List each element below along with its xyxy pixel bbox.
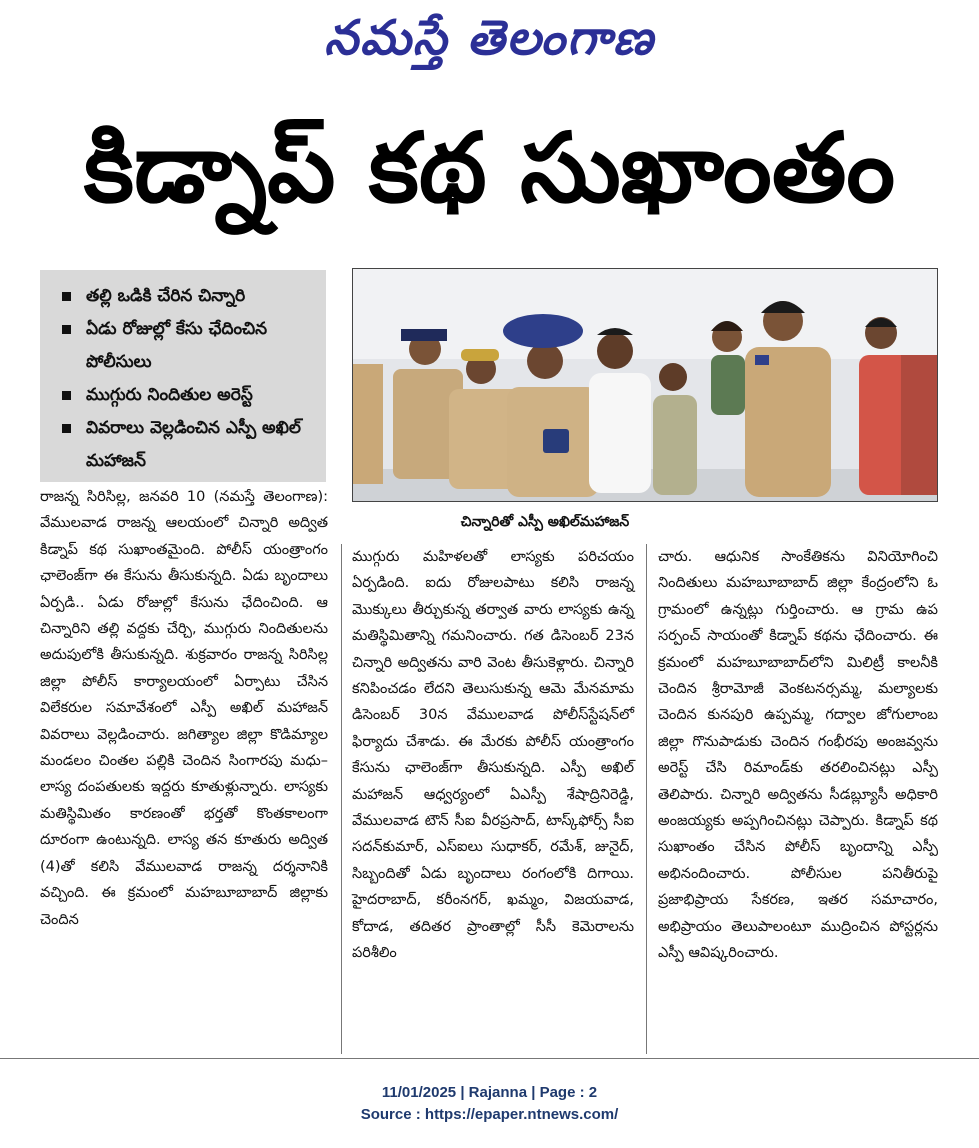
headline: కిడ్నాప్ కథ సుఖాంతం xyxy=(83,112,896,224)
photo-caption: చిన్నారితో ఎస్పీ అఖిల్‌మహాజన్ xyxy=(460,514,630,530)
highlight-item xyxy=(58,412,314,478)
footer xyxy=(0,1082,979,1126)
highlights-box xyxy=(40,270,326,482)
highlight-text: ముగ్గురు నిందితుల అరెస్ట్ xyxy=(86,385,253,405)
masthead-logo: నమస్తే తెలంగాణ xyxy=(324,10,655,66)
highlight-text: వివరాలు వెల్లడించిన ఎస్పీ అఖిల్ మహాజన్ xyxy=(86,418,301,471)
highlight-text: తల్లి ఒడికి చేరిన చిన్నారి xyxy=(86,286,246,306)
news-photo-illustration xyxy=(353,269,937,501)
article-column-3: చారు. ఆధునిక సాంకేతికను వినియోగించి నిందితులు మహబూబాబాద్ జిల్లా కేంద్రంలోని ఓ గ్రామంలో ఉన్నట్లు గుర్తించారు. ఆ గ్రామ ఉప సర్పంచ్ సాయంతో కిడ్నాప్ కథను ఛేదించారు. ఈ క్రమంలో మహబూబాబాద్‌లోని మిలిట్రీ కాలనీకి చెందిన శ్రీరామోజీ వెంకటనర్సమ్మ, మల్యాలకు చెందిన కునపురి ఉప్పమ్మ, గద్వాల జోగులాంబ జిల్లా గొనుపాడుకు చెందిన గంభీరపు అంజవ్వను అరెస్ట్ చేసి రిమాండ్‌కు తరలించినట్లు ఎస్పీ తెలిపారు. చిన్నారి అద్వితను సీడబ్ల్యూసీ అధికారి అంజయ్యకు అప్పగించినట్లు చెప్పారు. కిడ్నాప్ కథ సుఖాంతం చేసిన పోలీస్ బృందాన్ని ఎస్పీ అభినందించారు. పోలీసుల పనితీరుపై ప్రజాభిప్రాయ సేకరణ, ఇతర సమాచారం, అభిప్రాయం తెలుపాలంటూ ముద్రించిన పోస్టర్లను ఎస్పీ ఆవిష్కరించారు. xyxy=(658,549,938,962)
bullet-square-icon xyxy=(62,325,71,334)
bullet-square-icon xyxy=(62,292,71,301)
footer-date-edition: 11/01/2025 | Rajanna | Page : 2 xyxy=(381,1084,598,1101)
column-divider xyxy=(341,544,342,1054)
highlight-item xyxy=(58,379,314,412)
highlight-text: ఏడు రోజుల్లో కేసు ఛేదించిన పోలీసులు xyxy=(86,319,268,372)
bullet-square-icon xyxy=(62,391,71,400)
column-divider xyxy=(646,544,647,1054)
footer-source-link[interactable]: Source : https://epaper.ntnews.com/ xyxy=(360,1106,619,1123)
highlight-item xyxy=(58,313,314,379)
news-photo xyxy=(352,268,938,502)
footer-divider xyxy=(0,1058,979,1059)
article-column-1: రాజన్న సిరిసిల్ల, జనవరి 10 (నమస్తే తెలంగాణ): వేములవాడ రాజన్న ఆలయంలో చిన్నారి అద్విత కిడ్నాప్ కథ సుఖాంతమైంది. పోలీస్ యంత్రాంగం ఛాలెంజ్‌గా ఈ కేసును తీసుకున్నది. ఏడు బృందాలు ఏర్పడి.. ఏడు రోజుల్లో కేసును ఛేదించింది. ఆ చిన్నారిని తల్లి వద్దకు చేర్చి, ముగ్గురు నిందితులను అదుపులోకి తీసుకున్నది. శుక్రవారం రాజన్న సిరిసిల్ల జిల్లా పోలీస్ కార్యాలయంలో ఏర్పాటు చేసిన విలేకరుల సమావేశంలో ఎస్పీ అఖిల్ మహాజన్ వివరాలు వెల్లడించారు. జగిత్యాల జిల్లా కొడిమ్యాల మండలం చింతల పల్లికి చెందిన సింగారపు మధు–లాస్య దంపతులకు ఇద్దరు కూతుళ్లున్నారు. లాస్యకు మతిస్థిమితం కారణంతో భర్తతో కొంతకాలంగా దూరంగా ఉంటున్నది. లాస్య తన కూతురు అద్విత (4)తో కలిసి వేములవాడ రాజన్న దర్శనానికి వచ్చింది. ఈ క్రమంలో మహబూబాబాద్ జిల్లాకు చెందిన xyxy=(40,489,328,928)
bullet-square-icon xyxy=(62,424,71,433)
article-column-2: ముగ్గురు మహిళలతో లాస్యకు పరిచయం ఏర్పడింది. ఐదు రోజులపాటు కలిసి రాజన్న మొక్కులు తీర్చుకున్న తర్వాత వారు లాస్యకు ఉన్న మతిస్థిమితాన్ని గమనించారు. గత డిసెంబర్ 23న చిన్నారి అద్వితను వారి వెంట తీసుకెళ్లారు. చిన్నారి కనిపించడం లేదని తెలుసుకున్న ఆమె మేనమామ డిసెంబర్ 30న వేములవాడ పోలీస్‌స్టేషన్‌లో ఫిర్యాదు చేశాడు. ఈ మేరకు పోలీస్ యంత్రాంగం కేసును ఛాలెంజ్‌గా తీసుకున్నది. ఎస్పీ అఖిల్ మహాజన్ ఆధ్వర్యంలో ఏఎస్పీ శేషాద్రినిరెడ్డి, వేములవాడ టౌన్ సీఐ వీరప్రసాద్, టాస్క్‌ఫోర్స్ సీఐ సదన్‌కుమార్, ఎస్‌ఐలు సుధాకర్, రమేశ్, జునైద్, సిబ్బందితో ఏడు బృందాలు రంగంలోకి దిగాయి. హైదరాబాద్, కరీంనగర్, ఖమ్మం, విజయవాడ, కోదాడ, తదితర ప్రాంతాల్లో సీసీ కెమెరాలను పరిశీలిం xyxy=(352,549,634,962)
highlight-item xyxy=(58,280,314,313)
